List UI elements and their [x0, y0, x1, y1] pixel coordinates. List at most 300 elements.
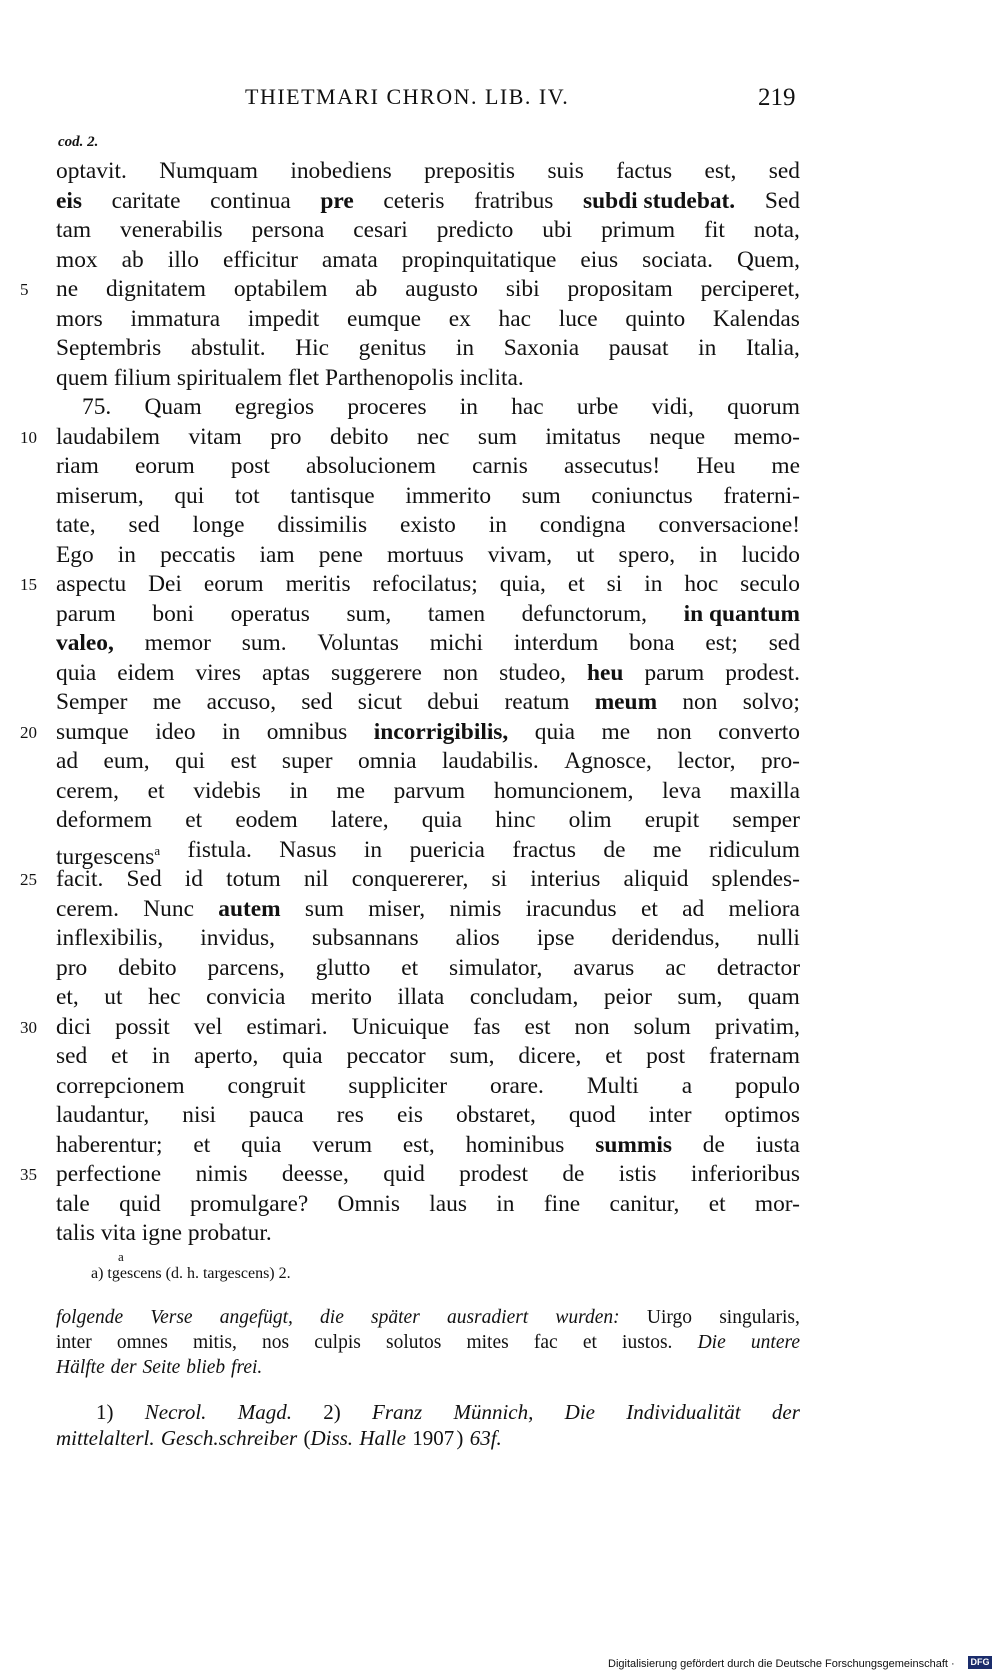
- word-text: laudabilis.: [441, 748, 539, 774]
- line-number: 10: [20, 427, 37, 447]
- word-text: leva: [662, 777, 702, 804]
- line-number: 15: [20, 575, 37, 594]
- word: [383, 1160, 425, 1190]
- word-text: fine: [543, 1190, 581, 1217]
- word: [473, 1013, 500, 1043]
- word-text: peccator: [346, 1043, 426, 1069]
- word: [730, 777, 800, 807]
- word: [595, 688, 657, 718]
- word-text: inter: [648, 1102, 692, 1128]
- word-text: hominibus: [465, 1131, 565, 1158]
- word-text: sed: [128, 512, 160, 538]
- word-text: omnibus: [266, 718, 348, 745]
- word: [56, 1219, 95, 1249]
- word-text: neque: [649, 423, 706, 450]
- word-text: propositam: [567, 276, 673, 302]
- word: [684, 600, 800, 630]
- word-text: primum: [601, 217, 676, 243]
- word-text: quia: [534, 718, 576, 745]
- word-text: 1907: [412, 1426, 455, 1450]
- word: [500, 570, 546, 600]
- word: [534, 1330, 558, 1355]
- word: [644, 570, 662, 600]
- word-text: imitatus: [545, 423, 621, 450]
- word-text: egregios: [234, 394, 315, 420]
- page-number: 219: [758, 84, 796, 111]
- word: [725, 659, 800, 689]
- word-text: pauca: [249, 1102, 304, 1128]
- word-text: illata: [397, 984, 445, 1010]
- dfg-logo: DFG: [968, 1656, 992, 1669]
- word: [564, 747, 652, 777]
- text-line: [56, 364, 800, 394]
- word-text: cerem,: [56, 777, 119, 804]
- text-line: [56, 688, 800, 718]
- word: [456, 1426, 463, 1450]
- word-text: condigna: [539, 512, 626, 538]
- word-text: mor-: [754, 1190, 800, 1217]
- word-text: ad: [56, 748, 79, 774]
- word: [734, 423, 800, 453]
- word-text: vires: [195, 659, 241, 686]
- word: [662, 777, 701, 807]
- word-text: existo: [399, 512, 456, 538]
- word: [193, 511, 245, 541]
- word: [449, 305, 471, 335]
- word: [207, 688, 277, 718]
- word: [168, 246, 199, 276]
- word-text: optavit.: [56, 158, 127, 184]
- line-number: 20: [20, 722, 37, 742]
- text-line: [56, 1131, 800, 1161]
- word: [188, 836, 252, 866]
- word: [422, 806, 462, 836]
- word: [677, 747, 735, 777]
- word: [641, 895, 658, 925]
- word: [719, 1305, 800, 1330]
- word-text: invidus,: [200, 925, 275, 951]
- text-line: [56, 1160, 800, 1190]
- word: [466, 1330, 508, 1355]
- word: [188, 423, 241, 453]
- word: [460, 393, 478, 423]
- word-text: qui: [174, 482, 205, 509]
- word: [330, 423, 388, 453]
- word-text: lector,: [677, 748, 736, 774]
- word: [405, 275, 478, 305]
- word: [769, 629, 800, 659]
- word: [698, 1330, 726, 1355]
- word: [394, 777, 465, 807]
- word-text: Gesch.schreiber: [160, 1426, 298, 1450]
- word: [397, 1101, 423, 1131]
- word-text: Saxonia: [503, 335, 580, 361]
- word: [56, 482, 144, 512]
- word: [56, 895, 119, 925]
- word-text: miser,: [368, 895, 426, 922]
- word-text: nil: [303, 866, 329, 892]
- word: [746, 334, 800, 364]
- word-text: subdi studebat.: [583, 187, 736, 214]
- word: [267, 718, 348, 748]
- word: [56, 806, 152, 836]
- word-text: Agnosce,: [564, 748, 652, 774]
- word-text: valeo,: [56, 630, 114, 656]
- word: [504, 688, 569, 718]
- word-text: tantisque: [290, 482, 375, 509]
- word-text: est,: [704, 158, 737, 184]
- word-text: fraternam: [709, 1043, 800, 1069]
- word: [703, 1131, 725, 1161]
- text-line: [56, 541, 800, 571]
- word: [301, 688, 332, 718]
- word-text: mors: [56, 305, 103, 332]
- word: [442, 747, 539, 777]
- word-text: conversacione!: [658, 512, 800, 538]
- word-text: probatur.: [187, 1220, 272, 1246]
- line-number: 35: [20, 1165, 37, 1184]
- word-text: est,: [402, 1131, 435, 1158]
- word: [56, 187, 82, 217]
- word: [182, 1101, 216, 1131]
- word-text: genitus: [358, 335, 427, 361]
- word: [542, 216, 572, 246]
- word: [583, 187, 735, 217]
- text-line: [56, 157, 800, 187]
- word-text: suis: [547, 158, 584, 184]
- word-text: parum: [56, 600, 116, 627]
- word-text: sum,: [677, 984, 723, 1010]
- word-text: debito: [118, 954, 177, 981]
- word-text: Multi: [586, 1072, 639, 1099]
- text-line: [56, 1042, 800, 1072]
- word-text: ceteris: [383, 187, 445, 214]
- word: [358, 747, 416, 777]
- word: [709, 1042, 800, 1072]
- word-text: tale: [56, 1190, 90, 1217]
- word-text: super: [281, 748, 333, 774]
- word-text: sed: [56, 1043, 88, 1069]
- word-text: fac: [533, 1332, 558, 1353]
- word-text: et: [185, 807, 203, 833]
- word-text: pro: [56, 954, 88, 981]
- word-text: fas: [473, 1013, 501, 1040]
- word-text: illo: [167, 246, 199, 273]
- word-text: et: [111, 1043, 128, 1069]
- word: [120, 216, 223, 246]
- word: [524, 1013, 550, 1043]
- word-text: videbis: [193, 777, 261, 804]
- word: [56, 511, 96, 541]
- variant-superscript: a: [118, 1249, 124, 1264]
- word: [220, 1305, 293, 1330]
- word-text: et,: [56, 984, 79, 1010]
- footnote-row: [56, 1425, 800, 1451]
- word-text: laus: [429, 1190, 467, 1217]
- word-text: der: [771, 1400, 800, 1424]
- word-text: (: [303, 1426, 311, 1450]
- word-text: incorrigibilis,: [373, 718, 509, 745]
- word-text: post: [646, 1043, 686, 1069]
- word-text: ac: [665, 954, 686, 981]
- word-text: spiritualem: [176, 364, 283, 391]
- word: [765, 187, 800, 217]
- word: [619, 1160, 657, 1190]
- word-text: parcens,: [207, 954, 285, 981]
- word: [698, 334, 716, 364]
- word: [185, 806, 202, 836]
- word: [316, 954, 371, 984]
- word-text: spero,: [618, 541, 676, 568]
- word: [645, 806, 700, 836]
- word: [96, 1399, 114, 1425]
- word: [504, 334, 579, 364]
- word-text: ne: [56, 276, 79, 302]
- word-text: ridiculum: [708, 836, 800, 863]
- word: [174, 482, 204, 512]
- word: [319, 541, 363, 571]
- word-text: qui: [175, 748, 205, 774]
- word-text: ipse: [536, 925, 575, 951]
- word: [567, 275, 672, 305]
- word-text: subsannans: [312, 925, 419, 951]
- word: [117, 1330, 168, 1355]
- word: [427, 688, 479, 718]
- word-text: carnis: [472, 453, 528, 479]
- word-text: filium: [113, 364, 171, 391]
- word: [56, 275, 78, 305]
- word: [564, 452, 660, 482]
- word: [218, 895, 280, 925]
- word: [185, 865, 203, 895]
- word: [624, 865, 689, 895]
- word: [56, 983, 79, 1013]
- word: [142, 1219, 182, 1249]
- word: [657, 718, 692, 748]
- word-text: aliquid: [623, 866, 689, 892]
- word-text: ab: [121, 246, 144, 273]
- word-text: me: [771, 453, 800, 479]
- word: [412, 1426, 454, 1450]
- word: [145, 1399, 207, 1425]
- word: [583, 1330, 597, 1355]
- text-line: [56, 895, 800, 925]
- word: [456, 924, 500, 954]
- word-text: omnia: [358, 748, 417, 774]
- word: [609, 334, 669, 364]
- word-text: sum,: [346, 600, 392, 627]
- word: [150, 1305, 192, 1330]
- word-text: mites: [466, 1332, 509, 1353]
- word-text: alios: [455, 925, 500, 951]
- word: [252, 216, 325, 246]
- word-text: pausat: [608, 335, 669, 361]
- word: [175, 747, 205, 777]
- running-header: THIETMARI CHRON. LIB. IV.: [245, 84, 570, 109]
- word: [242, 629, 287, 659]
- word: [127, 865, 162, 895]
- text-line: [56, 570, 800, 600]
- word-text: Hälfte: [56, 1357, 105, 1378]
- word-text: fit: [704, 217, 725, 243]
- word: [56, 1190, 90, 1220]
- word-text: Verse: [150, 1307, 193, 1328]
- word-text: in: [698, 335, 717, 361]
- word: [535, 718, 575, 748]
- word: [506, 275, 540, 305]
- word: [118, 541, 136, 571]
- word-text: puericia: [409, 836, 485, 863]
- word: [135, 452, 195, 482]
- word: [352, 1013, 449, 1043]
- word-text: 2): [323, 1400, 341, 1424]
- word: [401, 954, 418, 984]
- word-text: Unicuique: [351, 1013, 450, 1040]
- word-text: est;: [705, 630, 738, 656]
- word: [143, 895, 194, 925]
- word-text: in: [289, 777, 308, 804]
- word: [717, 954, 800, 984]
- word-text: convicia: [206, 984, 286, 1010]
- word: [56, 1426, 155, 1450]
- word: [383, 187, 444, 217]
- word-text: nulli: [757, 925, 800, 951]
- word: [443, 659, 478, 689]
- word: [161, 1426, 297, 1450]
- word-text: iam: [259, 541, 295, 568]
- word: [723, 482, 800, 512]
- word: [678, 983, 723, 1013]
- word-text: privatim,: [714, 1013, 800, 1040]
- word-text: de: [702, 1131, 725, 1158]
- word-text: in: [488, 512, 507, 538]
- word: [235, 806, 297, 836]
- word: [241, 1131, 281, 1161]
- word-text: sum: [521, 482, 561, 509]
- word: [512, 836, 576, 866]
- word-text: longe: [192, 512, 245, 538]
- word: [629, 629, 674, 659]
- word-text: avarus: [573, 954, 635, 981]
- text-line: [56, 216, 800, 246]
- word: [368, 895, 425, 925]
- word-text: propinquitatique: [401, 246, 557, 273]
- word-text: in: [459, 394, 478, 420]
- text-line: [56, 482, 800, 512]
- word-text: miserum,: [56, 482, 144, 509]
- word-text: cerem.: [56, 895, 119, 922]
- word: [56, 541, 94, 571]
- word: [322, 246, 378, 276]
- word: [346, 1042, 425, 1072]
- word: [478, 423, 517, 453]
- word-text: prodest.: [725, 659, 800, 686]
- word: [522, 482, 561, 512]
- word: [649, 1101, 692, 1131]
- word-text: prodest: [459, 1161, 528, 1187]
- word-text: mortuus: [387, 541, 464, 568]
- word-text: glutto: [315, 954, 371, 981]
- word: [591, 482, 692, 512]
- word: [152, 600, 194, 630]
- word-text: ideo: [155, 718, 196, 745]
- word-text: sibi: [505, 276, 540, 302]
- word-text: correpcionem: [56, 1072, 185, 1099]
- word-text: absolucionem: [306, 453, 436, 479]
- word: [577, 393, 619, 423]
- word-text: promulgare?: [190, 1190, 309, 1217]
- word-text: ut: [104, 984, 123, 1010]
- word: [101, 1219, 136, 1249]
- word: [387, 541, 464, 571]
- word-text: Halle: [359, 1426, 406, 1450]
- word-text: eorum: [203, 571, 264, 597]
- word-text: continua: [210, 187, 291, 214]
- word-text: inferioribus: [690, 1161, 800, 1187]
- line-number: 5: [20, 280, 29, 299]
- word-text: et: [193, 1131, 211, 1158]
- word: [56, 1330, 92, 1355]
- word: [622, 1330, 672, 1355]
- word-text: Parthenopolis: [324, 364, 454, 391]
- critical-note-row: [56, 1305, 800, 1330]
- word-text: a: [681, 1072, 693, 1099]
- text-line: [56, 452, 800, 482]
- word-text: me: [652, 836, 682, 863]
- word: [231, 600, 310, 630]
- word-text: eis: [396, 1102, 423, 1128]
- word-text: meum: [594, 689, 658, 715]
- word: [290, 157, 391, 187]
- text-line: [56, 1013, 800, 1043]
- word-text: suggerere: [331, 659, 422, 686]
- word-text: hoc: [684, 571, 719, 597]
- word-text: aspectu: [56, 571, 127, 597]
- word: [386, 1330, 441, 1355]
- word-text: Heu: [696, 453, 736, 479]
- word-text: splendes-: [711, 866, 800, 892]
- word-text: Sed: [764, 187, 800, 214]
- digitization-notice: Digitalisierung gefördert durch die Deutsche Forschungsgemeinschaft ·: [608, 1658, 955, 1670]
- footnote-marker: a: [154, 842, 161, 858]
- word: [193, 1131, 210, 1161]
- word: [222, 718, 240, 748]
- word: [286, 570, 351, 600]
- word: [282, 747, 333, 777]
- word-text: laudantur,: [56, 1102, 150, 1128]
- word-text: concludam,: [469, 984, 579, 1010]
- word: [56, 1160, 161, 1190]
- word: [347, 305, 421, 335]
- word-text: Nunc: [143, 895, 194, 922]
- word-text: ausradiert: [446, 1307, 529, 1328]
- word: [499, 305, 531, 335]
- word-text: iusta: [755, 1131, 800, 1158]
- word: [559, 305, 598, 335]
- word-text: quam: [747, 984, 800, 1010]
- word: [358, 688, 402, 718]
- text-line: [56, 1101, 800, 1131]
- word: [208, 954, 285, 984]
- word-text: quorum: [727, 394, 800, 420]
- word: [569, 1101, 616, 1131]
- word: [235, 393, 314, 423]
- word-text: interdum: [513, 630, 599, 656]
- word: [470, 1426, 502, 1450]
- word: [56, 334, 161, 364]
- word: [514, 629, 598, 659]
- word: [193, 777, 261, 807]
